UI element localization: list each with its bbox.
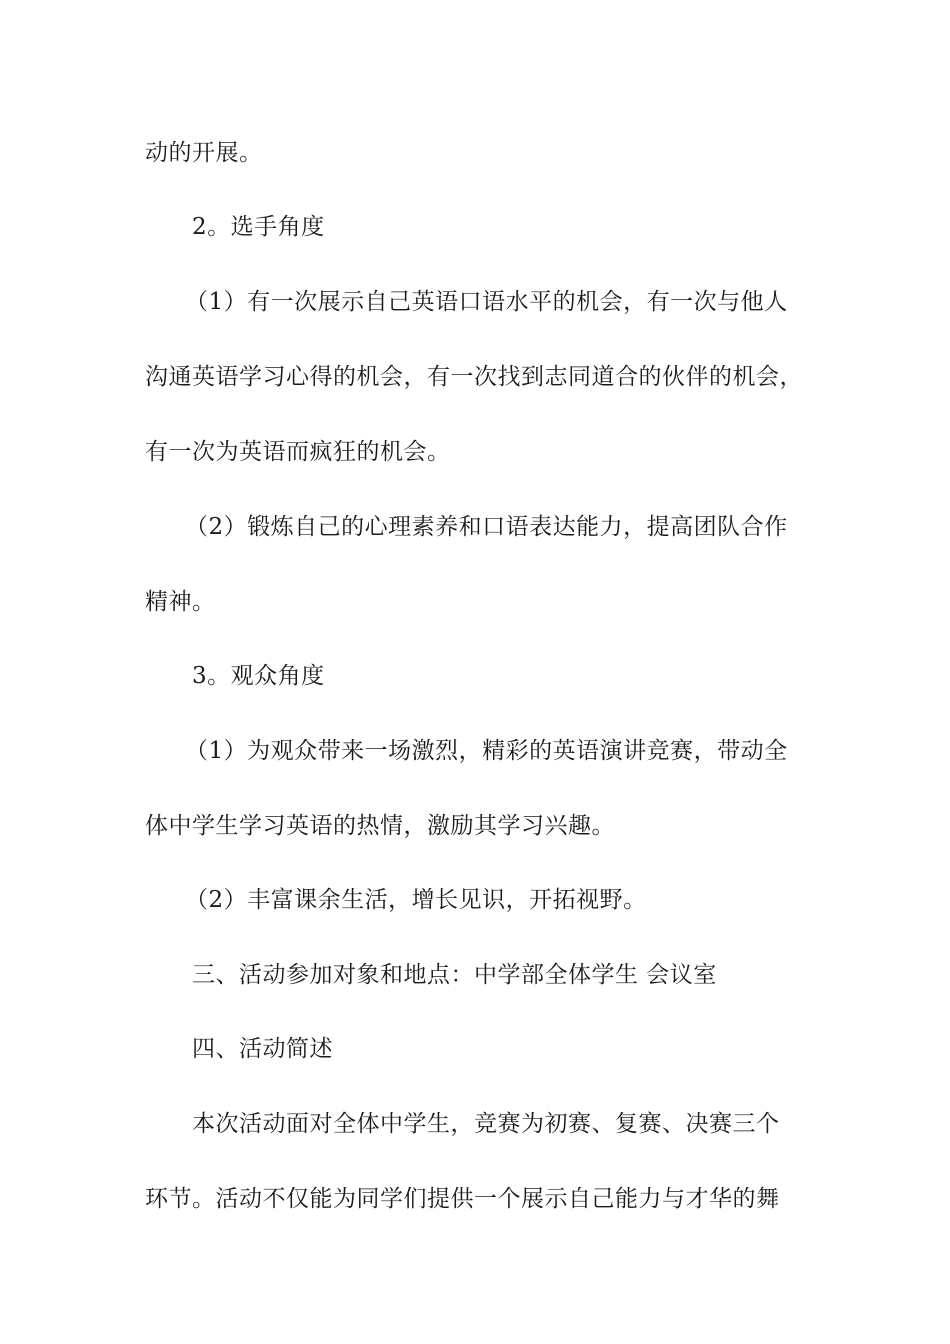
text-line-1: 动的开展。 xyxy=(145,140,263,166)
text-line-3: （1）有一次展示自己英语口语水平的机会，有一次与他人 xyxy=(185,289,788,315)
text-line-4: 沟通英语学习心得的机会，有一次找到志同道合的伙伴的机会， xyxy=(145,364,803,390)
text-line-11: （2）丰富课余生活，增长见识，开拓视野。 xyxy=(185,887,647,913)
text-line-10: 体中学生学习英语的热情，激励其学习兴趣。 xyxy=(145,813,615,839)
text-line-5: 有一次为英语而疯狂的机会。 xyxy=(145,439,451,465)
text-line-8: 3。观众角度 xyxy=(192,663,325,689)
text-line-13: 四、活动简述 xyxy=(192,1036,333,1062)
text-line-9: （1）为观众带来一场激烈，精彩的英语演讲竞赛，带动全 xyxy=(185,738,788,764)
text-line-14: 本次活动面对全体中学生，竞赛为初赛、复赛、决赛三个 xyxy=(192,1111,780,1137)
text-line-6: （2）锻炼自己的心理素养和口语表达能力，提高团队合作 xyxy=(185,514,788,540)
text-line-15: 环节。活动不仅能为同学们提供一个展示自己能力与才华的舞 xyxy=(145,1186,780,1212)
text-line-2: 2。选手角度 xyxy=(192,214,325,240)
text-line-12: 三、活动参加对象和地点：中学部全体学生 会议室 xyxy=(192,962,717,988)
text-line-7: 精神。 xyxy=(145,589,216,615)
